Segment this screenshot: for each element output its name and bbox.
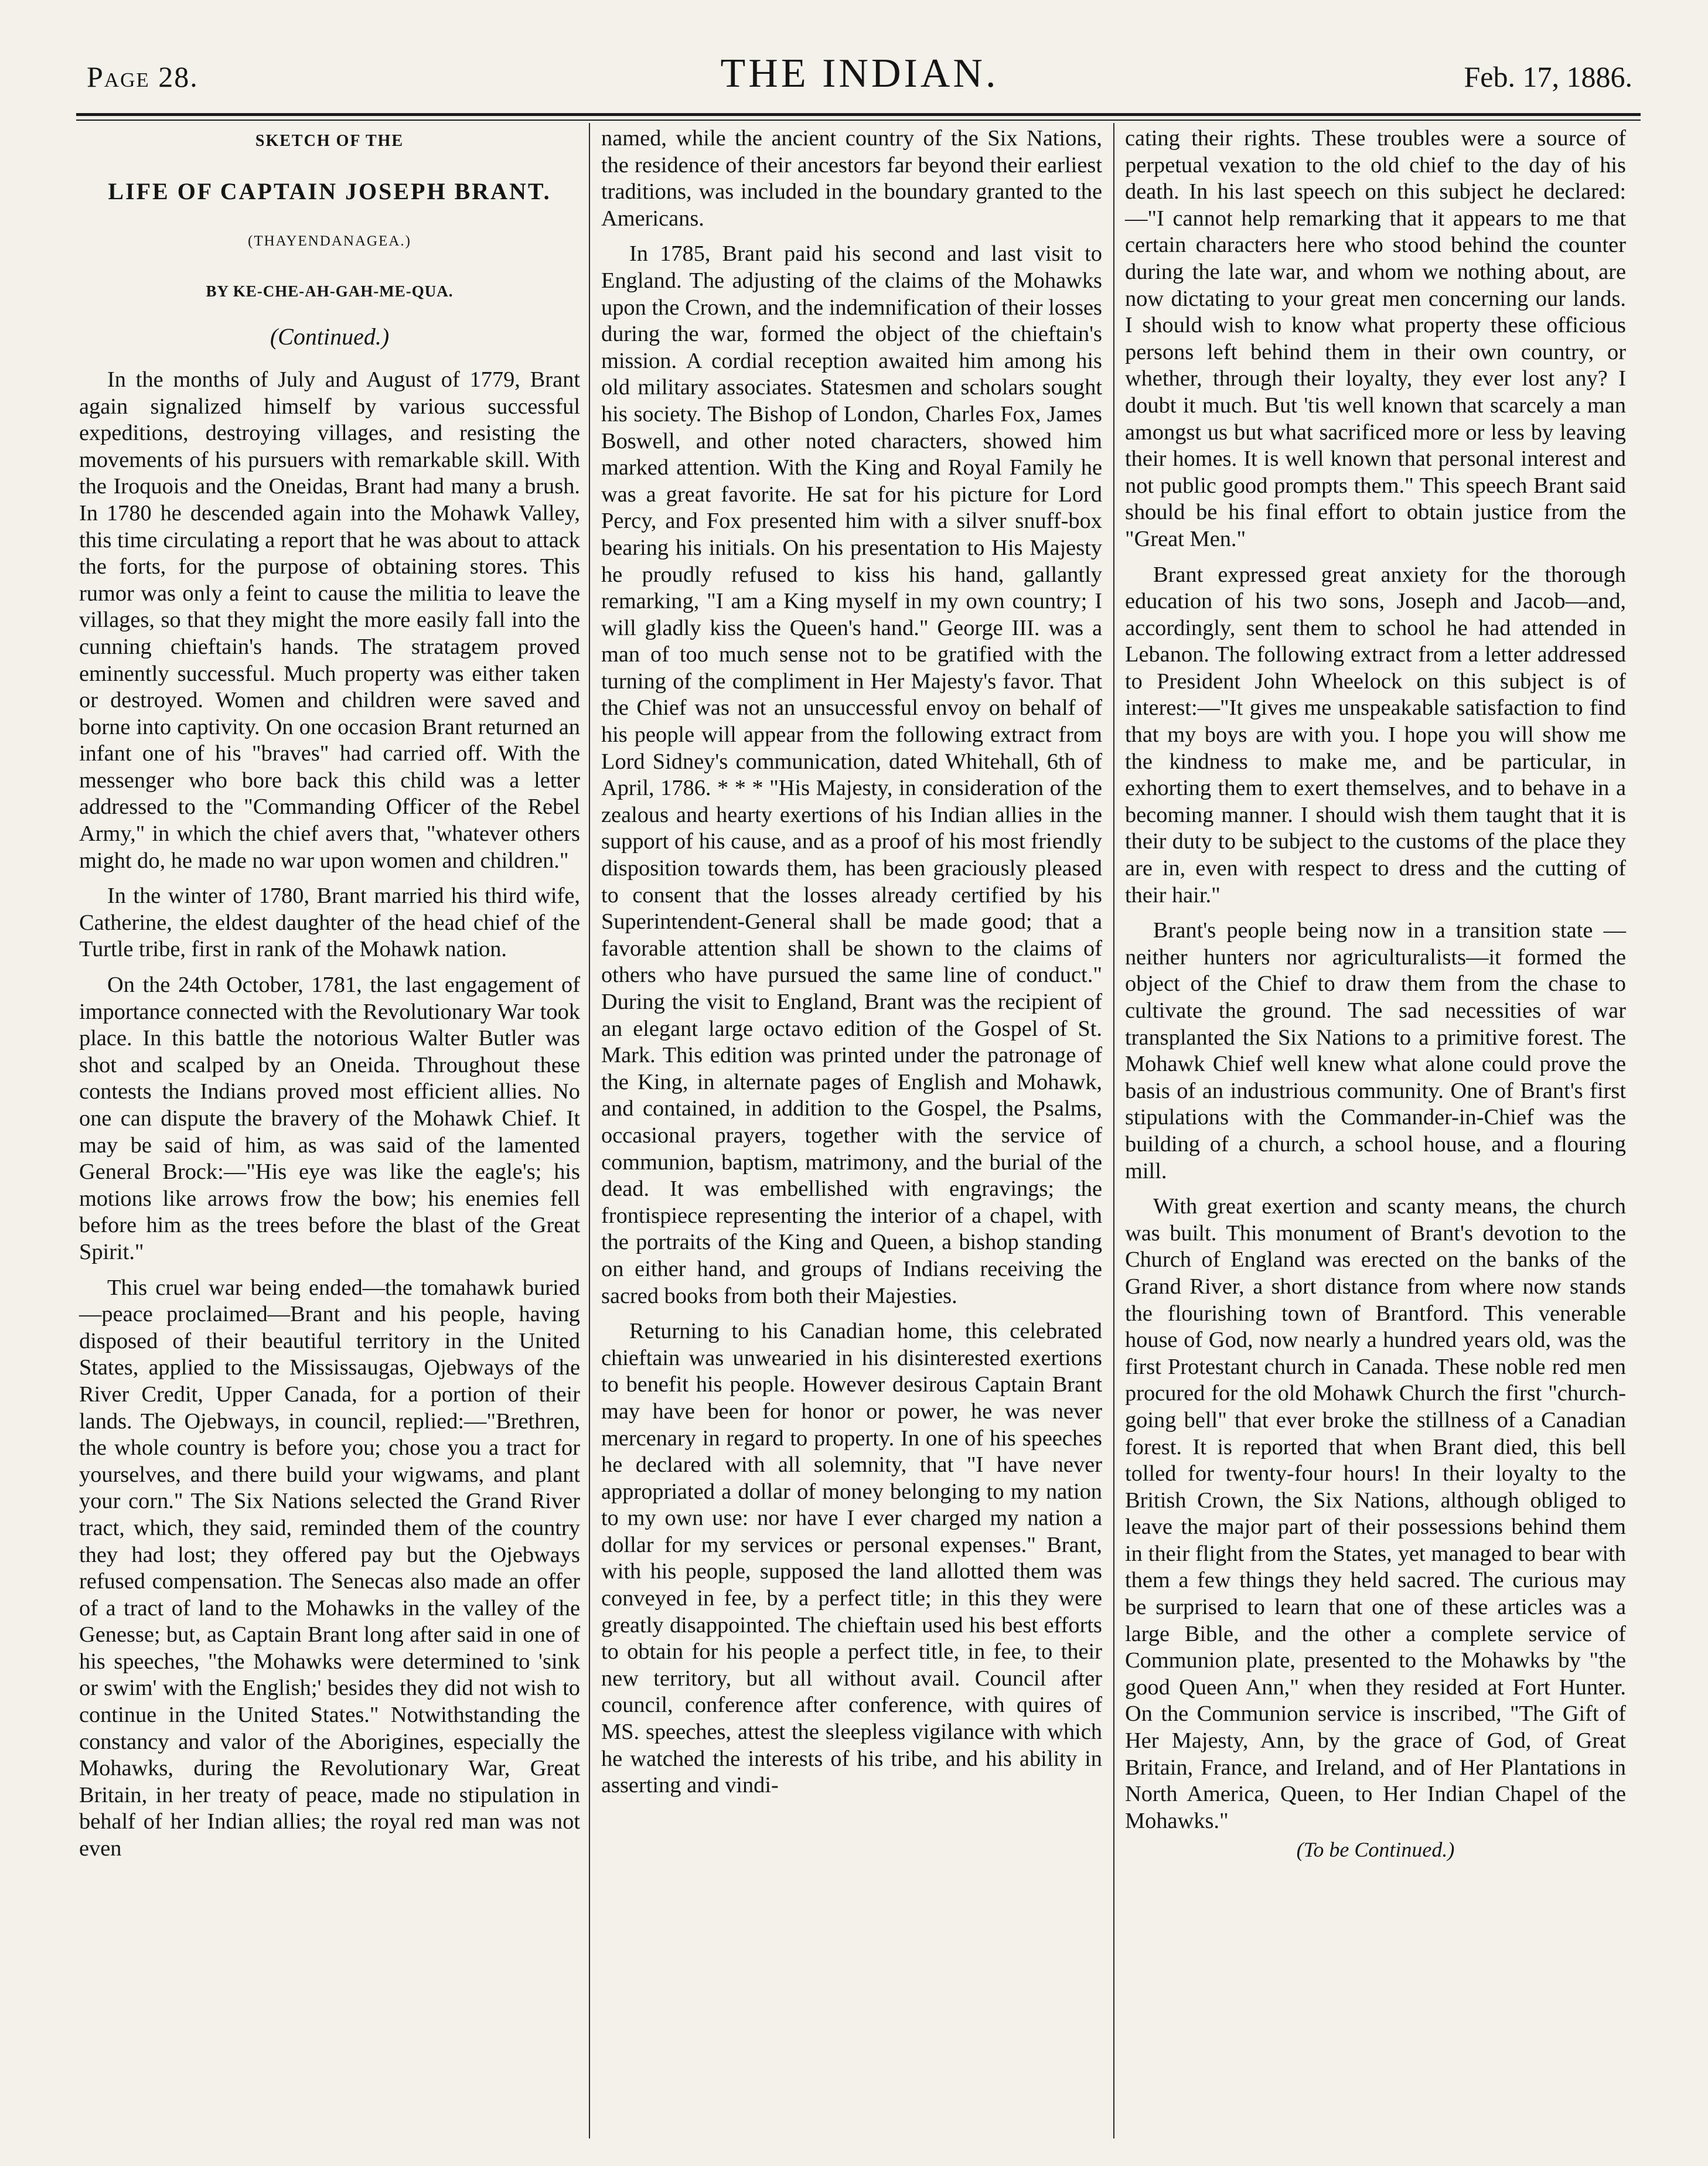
- to-be-continued: (To be Continued.): [1296, 1838, 1455, 1862]
- article-column-2: [601, 125, 1102, 1799]
- paragraph: This cruel war being ended—the tomahawk buried—peace proclaimed—Brant and his people, having disposed of their beautiful territory in the United States, applied to the Mississaugas, Ojebways of the River Credit, Upper Canada, for a portion of their lands. The Ojebways, in council, replied:—"Brethren, the whole country is before you; chose you a tract for yourselves, and there build your wigwams, and plant your corn." The Six Nations selected the Grand River tract, which, they said, reminded them of the country they had lost; they offered pay but the Ojebways refused compensation. The Senecas also made an offer of a tract of land to the Mohawks in the valley of the Genesse; but, as Captain Brant long after said in one of his speeches, "the Mohawks were determined to 'sink or swim' with the English;' besides they did not wish to continue in the United States." Notwithstanding the constancy and valor of the Aborigines, especially the Mohawks, during the Revolutionary War, Great Britain, in her treaty of peace, made no stipulation in behalf of her Indian allies; the royal red man was not even: [79, 1275, 580, 1861]
- header-rule-thin: [76, 120, 1641, 121]
- article-byline: BY KE-CHE-AH-GAH-ME-QUA.: [206, 282, 454, 300]
- article-subtitle: (THAYENDANAGEA.): [248, 233, 411, 250]
- issue-date: Feb. 17, 1886.: [1464, 60, 1632, 93]
- paragraph: In the months of July and August of 1779, Brant again signalized himself by various successful expeditions, destroying villages, and resisting the movements of his pursuers with remarkable skill. With the Iroquois and the Oneidas, Brant had many a brush. In 1780 he descended again into the Mohawk Valley, this time circulating a report that he was about to attack the forts, for the purpose of obtaining stores. This rumor was only a feint to cause the militia to leave the villages, so that they might the more easily fall into the cunning chieftain's hands. The stratagem proved eminently successful. Much property was either taken or destroyed. Women and children were saved and borne into captivity. On one occasion Brant returned an infant one of his "braves" had carried off. With the messenger who bore back this child was a letter addressed to the "Commanding Officer of the Rebel Army," in which the chief avers that, "whatever others might do, he made no war upon women and children.": [79, 367, 580, 873]
- column-divider: [1113, 123, 1114, 2138]
- article-title: LIFE OF CAPTAIN JOSEPH BRANT.: [108, 178, 551, 204]
- column-divider: [589, 123, 590, 2138]
- paragraph: On the 24th October, 1781, the last engagement of importance connected with the Revolutionary War took place. In this battle the notorious Walter Butler was shot and scalped by an Oneida. Throughout these contests the Indians proved most efficient allies. No one can dispute the bravery of the Mohawk Chief. It may be said of him, as was said of the lamented General Brock:—"His eye was like the eagle's; his motions like arrows frow the bow; his enemies fell before him as the trees before the blast of the Great Spirit.": [79, 973, 580, 1264]
- page-number: Page 28.: [87, 60, 199, 93]
- newspaper-title: THE INDIAN.: [720, 51, 999, 96]
- paragraph: Brant expressed great anxiety for the thorough education of his two sons, Joseph and Jacob—and, accordingly, sent them to school he had attended in Lebanon. The following extract from a letter addressed to President John Wheelock on this subject is of interest:—"It gives me unspeakable satisfaction to find that my boys are with you. I hope you will show me the kindness to make me, and be particular, in exhorting them to exert themselves, and to behave in a becoming manner. I should wish them taught that it is their duty to be subject to the customs of the place they are in, even with respect to dress and the cutting of their hair.": [1125, 562, 1626, 908]
- paragraph: Brant's people being now in a transition state —neither hunters nor agriculturalists—it formed the object of the Chief to draw them from the chase to cultivate the ground. The sad necessities of war transplanted the Six Nations to a primitive forest. The Mohawk Chief well knew what alone could prove the basis of an industrious community. One of Brant's first stipulations with the Commander-in-Chief was the building of a church, a school house, and a flouring mill.: [1125, 918, 1626, 1183]
- header-rule-thick: [76, 113, 1641, 116]
- article-column-3: [1125, 125, 1626, 1864]
- continued-note: (Continued.): [270, 323, 390, 350]
- article-kicker: SKETCH OF THE: [255, 132, 404, 150]
- paragraph: cating their rights. These troubles were a source of perpetual vexation to the old chief to the day of his death. In his last speech on this subject he declared:—"I cannot help remarking that it appears to me that certain characters here who stood behind the counter during the late war, and whom we nothing about, are now dictating to your great men concerning our lands. I should wish to know what property these officious persons left behind them in their own country, or whether, through their loyalty, they ever lost any? I doubt it much. But 'tis well known that scarcely a man amongst us but what sacrificed more or less by leaving their homes. It is well known that personal interest and not public good prompts them." This speech Brant said should be his final effort to obtain justice from the "Great Men.": [1125, 126, 1626, 551]
- paragraph: In the winter of 1780, Brant married his third wife, Catherine, the eldest daughter of the head chief of the Turtle tribe, first in rank of the Mohawk nation.: [79, 884, 580, 962]
- paragraph: Returning to his Canadian home, this celebrated chieftain was unwearied in his disinterested exertions to benefit his people. However desirous Captain Brant may have been for honor or power, he was never mercenary in regard to property. In one of his speeches he declared with all solemnity, that "I have never appropriated a dollar of money belonging to my nation to my own use: nor have I ever charged my nation a dollar for my services or personal expenses." Brant, with his people, supposed the land allotted them was conveyed in fee, by a perfect title; in this they were greatly disappointed. The chieftain used his best efforts to obtain for his people a perfect title, in fee, to their new territory, but all without avail. Council after council, conference after conference, with quires of MS. speeches, attest the sleepless vigilance with which he watched the interests of his tribe, and his ability in asserting and vindi-: [601, 1319, 1102, 1798]
- paragraph: In 1785, Brant paid his second and last visit to England. The adjusting of the claims of the Mohawks upon the Crown, and the indemnification of their losses during the war, formed the object of the chieftain's mission. A cordial reception awaited him among his old military associates. Statesmen and scholars sought his society. The Bishop of London, Charles Fox, James Boswell, and other noted characters, showed him marked attention. With the King and Royal Family he was a great favorite. He sat for his picture for Lord Percy, and Fox presented him with a silver snuff-box bearing his initials. On his presentation to His Majesty he proudly refused to kiss his hand, gallantly remarking, "I am a King myself in my own country; I will gladly kiss the Queen's hand." George III. was a man of too much sense not to be gratified with the turning of the compliment in Her Majesty's favor. That the Chief was not an unsuccessful envoy on behalf of his people will appear from the following extract from Lord Sidney's communication, dated Whitehall, 6th of April, 1786. * * * "His Majesty, in consideration of the zealous and hearty exertions of his Indian allies in the support of his cause, and as a proof of his most friendly disposition towards them, has been graciously pleased to consent that the losses already certified by his Superintendent-General shall be made good; that a favorable attention shall be shown to the claims of others who have pursued the same line of conduct." During the visit to England, Brant was the recipient of an elegant large octavo edition of the Gospel of St. Mark. This edition was printed under the patronage of the King, in alternate pages of English and Mohawk, and contained, in addition to the Gospel, the Psalms, occasional prayers, together with the service of communion, baptism, matrimony, and the burial of the dead. It was embellished with engravings; the frontispiece representing the interior of a chapel, with the portraits of the King and Queen, a bishop standing on either hand, and groups of Indians receiving the sacred books from both their Majesties.: [601, 241, 1102, 1308]
- page-header: [87, 46, 1632, 110]
- paragraph: With great exertion and scanty means, the church was built. This monument of Brant's devotion to the Church of England was erected on the banks of the Grand River, a short distance from where now stands the flourishing town of Brantford. This venerable house of God, now nearly a hundred years old, was the first Protestant church in Canada. These noble red men procured for the old Mohawk Church the first "church-going bell" that ever broke the stillness of a Canadian forest. It is reported that when Brant died, this bell tolled for twenty-four hours! In their loyalty to the British Crown, the Six Nations, although obliged to leave the major part of their possessions behind them in their flight from the States, yet managed to bear with them a few things they held sacred. The curious may be surprised to learn that one of these articles was a large Bible, and the other a complete service of Communion plate, presented to the Mohawks by "the good Queen Ann," when they resided at Fort Hunter. On the Communion service is inscribed, "The Gift of Her Majesty, Ann, by the grace of God, of Great Britain, France, and Ireland, and of Her Plantations in North America, Queen, to Her Indian Chapel of the Mohawks.": [1125, 1194, 1626, 1833]
- paragraph: named, while the ancient country of the Six Nations, the residence of their ancestors far beyond their earliest traditions, was included in the boundary granted to the Americans.: [601, 126, 1102, 231]
- article-column-1: [79, 128, 580, 1863]
